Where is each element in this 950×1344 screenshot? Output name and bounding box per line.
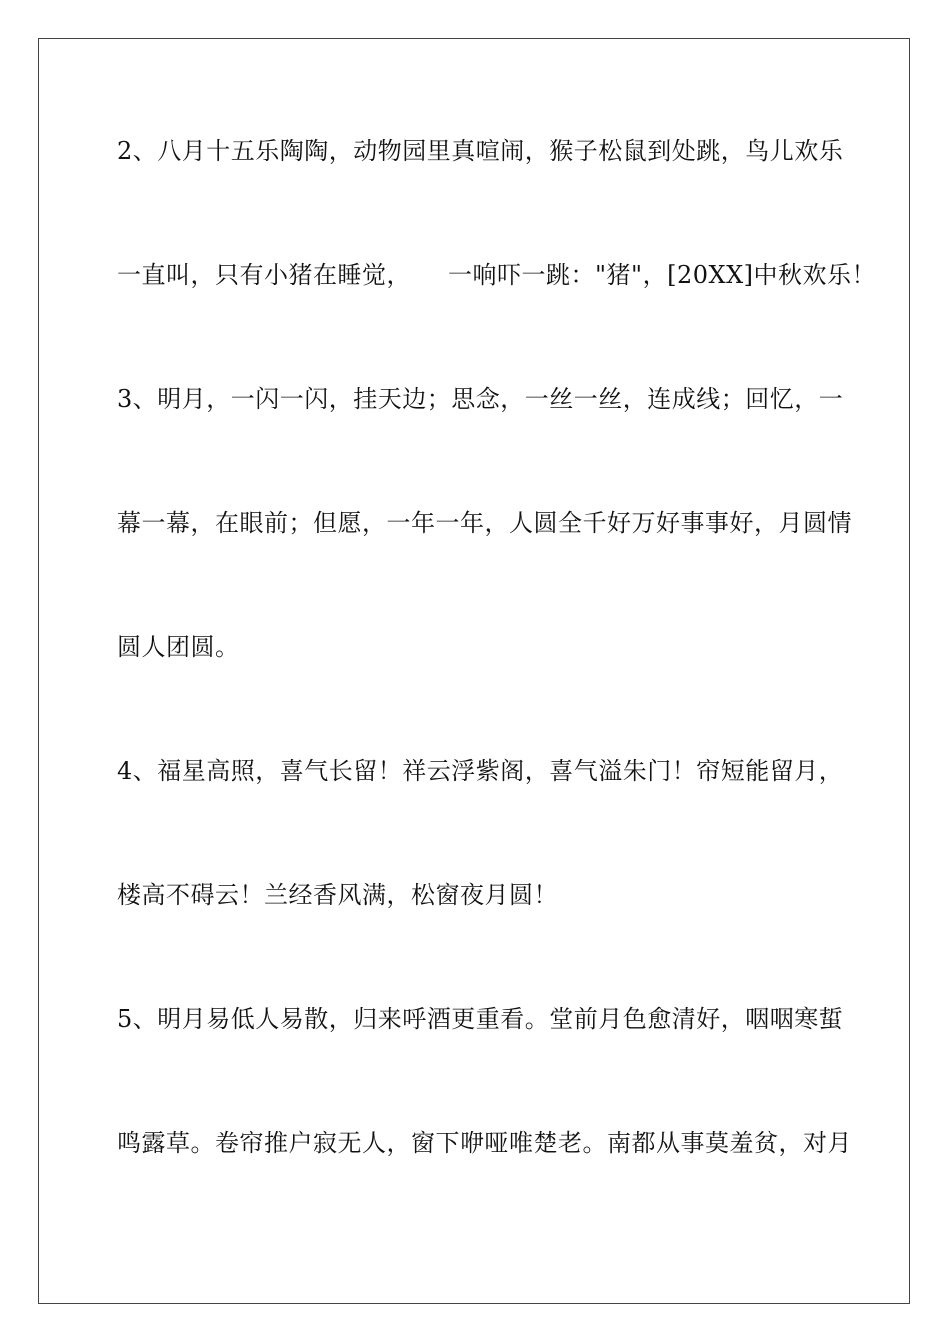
page-frame	[38, 38, 910, 1304]
text-line: 2、八月十五乐陶陶，动物园里真喧闹，猴子松鼠到处跳，鸟儿欢乐	[117, 137, 844, 165]
text-line: 幕一幕，在眼前；但愿，一年一年，人圆全千好万好事事好，月圆情	[117, 509, 852, 537]
text-line: 5、明月易低人易散，归来呼酒更重看。堂前月色愈清好，咽咽寒蜇	[117, 1005, 844, 1033]
text-line: 楼高不碍云！兰经香风满，松窗夜月圆！	[117, 881, 558, 909]
text-line: 3、明月，一闪一闪，挂天边；思念，一丝一丝，连成线；回忆，一	[117, 385, 844, 413]
text-line: 4、福星高照，喜气长留！祥云浮紫阁，喜气溢朱门！帘短能留月，	[117, 757, 844, 785]
text-line: 鸣露草。卷帘推户寂无人，窗下咿哑唯楚老。南都从事莫羞贫，对月	[117, 1129, 852, 1157]
text-line: 一直叫，只有小猪在睡觉， 一响吓一跳："猪"，[20XX]中秋欢乐！	[117, 261, 877, 289]
text-line: 圆人团圆。	[117, 633, 240, 661]
